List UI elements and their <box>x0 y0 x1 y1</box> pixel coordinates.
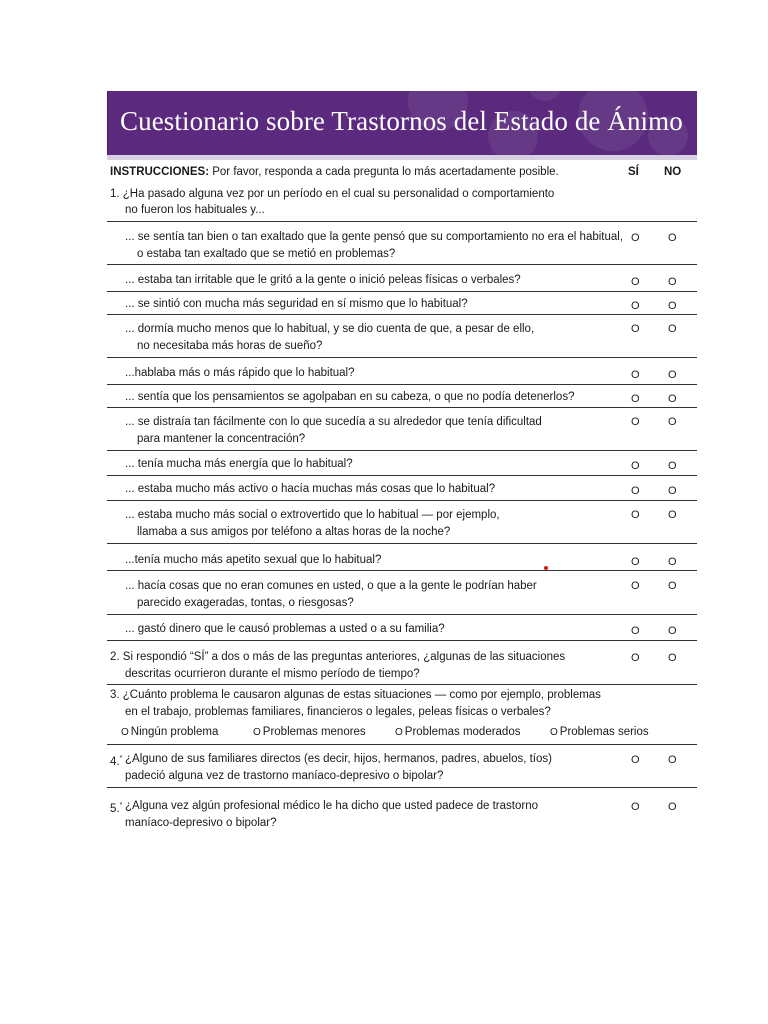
question-2-line-1: 2. Si respondió “SÍ” a dos o más de las preguntas anteriores, ¿algunas de las situaciones <box>110 651 566 663</box>
question-1-item <box>107 408 697 451</box>
radio-no[interactable]: O <box>668 580 677 592</box>
option-no-problem[interactable]: O Ningún problema <box>121 726 219 738</box>
page-title: Cuestionario sobre Trastornos del Estado de Ánimo <box>120 106 683 136</box>
question-1-item <box>107 358 697 385</box>
item-line-1: ... gastó dinero que le causó problemas a usted o a su familia? <box>125 623 445 635</box>
question-3-line-1: 3. ¿Cuánto problema le causaron algunas de estas situaciones — como por ejemplo, problemas <box>110 689 601 701</box>
radio-yes[interactable]: O <box>631 556 640 568</box>
question-1-item <box>107 265 697 292</box>
item-line-1: ... se sentía tan bien o tan exaltado que la gente pensó que su comportamiento no era el habitual, <box>125 231 624 243</box>
radio-no[interactable]: O <box>668 369 677 381</box>
question-1-item <box>107 615 697 641</box>
question-4 <box>107 745 697 788</box>
radio-yes[interactable]: O <box>631 369 640 381</box>
radio-no[interactable]: O <box>668 625 677 637</box>
question-1-item <box>107 476 697 501</box>
question-3-options <box>107 721 697 745</box>
question-4-line-2: padeció alguna vez de trastorno maníaco-depresivo o bipolar? <box>125 770 444 782</box>
radio-yes[interactable]: O <box>631 323 640 335</box>
radio-no[interactable]: O <box>668 232 677 244</box>
item-line-1: ... estaba mucho más social o extrovertido que lo habitual — por ejemplo, <box>125 509 500 521</box>
radio-yes[interactable]: O <box>631 625 640 637</box>
item-line-2: para mantener la concentración? <box>137 433 306 445</box>
instructions-row <box>107 160 697 186</box>
item-line-1: ... se sintió con mucha más seguridad en sí mismo que lo habitual? <box>125 298 468 310</box>
question-1-item <box>107 222 697 265</box>
item-line-1: ...hablaba más o más rápido que lo habitual? <box>125 367 355 379</box>
radio-yes[interactable]: O <box>631 652 640 664</box>
instructions-text: Por favor, responda a cada pregunta lo más acertadamente posible. <box>209 166 559 178</box>
item-line-2: parecido exageradas, tontas, o riesgosas? <box>137 597 354 609</box>
item-line-1: ...tenía mucho más apetito sexual que lo habitual? <box>125 554 382 566</box>
radio-no[interactable]: O <box>668 276 677 288</box>
question-2 <box>107 641 697 685</box>
item-line-1: ... sentía que los pensamientos se agolpaban en su cabeza, o que no podía detenerlos? <box>125 391 575 403</box>
question-5 <box>107 788 697 832</box>
radio-yes[interactable]: O <box>631 460 640 472</box>
item-line-1: ... dormía mucho menos que lo habitual, y se dio cuenta de que, a pesar de ello, <box>125 323 535 335</box>
red-dot-mark <box>544 566 548 570</box>
question-1-line-2: no fueron los habituales y... <box>125 204 265 216</box>
radio-yes[interactable]: O <box>631 276 640 288</box>
option-moderate-problems[interactable]: O Problemas moderados <box>395 726 521 738</box>
question-1-item <box>107 544 697 571</box>
question-4-line-1: ¿Alguno de sus familiares directos (es decir, hijos, hermanos, padres, abuelos, tíos) <box>125 753 552 765</box>
instructions <box>110 166 559 178</box>
question-3-line-2: en el trabajo, problemas familiares, financieros o legales, peleas físicas o verbales? <box>125 706 551 718</box>
questionnaire-document <box>107 91 697 832</box>
radio-yes[interactable]: O <box>631 754 640 766</box>
radio-no[interactable]: O <box>668 652 677 664</box>
question-3 <box>107 685 697 721</box>
radio-no[interactable]: O <box>668 754 677 766</box>
question-1-item <box>107 385 697 408</box>
item-line-2: llamaba a sus amigos por teléfono a altas horas de la noche? <box>137 526 451 538</box>
radio-yes[interactable]: O <box>631 300 640 312</box>
title-banner <box>107 91 697 155</box>
column-header-yes: SÍ <box>628 166 639 178</box>
item-line-1: ... hacía cosas que no eran comunes en usted, o que a la gente le podrían haber <box>125 580 537 592</box>
option-minor-problems[interactable]: O Problemas menores <box>253 726 366 738</box>
question-2-line-2: descritas ocurrieron durante el mismo período de tiempo? <box>125 668 420 680</box>
column-header-no: NO <box>664 166 682 178</box>
radio-no[interactable]: O <box>668 509 677 521</box>
question-1-item <box>107 315 697 358</box>
question-1-item <box>107 501 697 544</box>
item-line-1: ... estaba mucho más activo o hacía muchas más cosas que lo habitual? <box>125 483 496 495</box>
option-serious-problems[interactable]: O Problemas serios <box>550 726 649 738</box>
radio-no[interactable]: O <box>668 460 677 472</box>
radio-no[interactable]: O <box>668 300 677 312</box>
radio-no[interactable]: O <box>668 416 677 428</box>
item-line-1: ... se distraía tan fácilmente con lo que sucedía a su alrededor que tenía dificultad <box>125 416 542 428</box>
radio-yes[interactable]: O <box>631 485 640 497</box>
radio-no[interactable]: O <box>668 485 677 497</box>
radio-yes[interactable]: O <box>631 580 640 592</box>
instructions-label: INSTRUCCIONES: <box>110 166 210 178</box>
radio-no[interactable]: O <box>668 556 677 568</box>
question-1-item <box>107 451 697 476</box>
question-5-line-2: maníaco-depresivo o bipolar? <box>125 817 277 829</box>
radio-yes[interactable]: O <box>631 232 640 244</box>
question-5-line-1: ¿Alguna vez algún profesional médico le ha dicho que usted padece de trastorno <box>125 800 538 812</box>
radio-yes[interactable]: O <box>631 393 640 405</box>
question-1 <box>107 186 697 222</box>
radio-no[interactable]: O <box>668 801 677 813</box>
item-line-1: ... estaba tan irritable que le gritó a la gente o inició peleas físicas o verbales? <box>125 274 521 286</box>
question-1-line-1: 1. ¿Ha pasado alguna vez por un período en el cual su personalidad o comportamiento <box>110 188 555 200</box>
radio-yes[interactable]: O <box>631 416 640 428</box>
radio-yes[interactable]: O <box>631 801 640 813</box>
item-line-2: no necesitaba más horas de sueño? <box>137 340 323 352</box>
radio-no[interactable]: O <box>668 323 677 335</box>
radio-yes[interactable]: O <box>631 509 640 521</box>
radio-no[interactable]: O <box>668 393 677 405</box>
question-1-item <box>107 571 697 615</box>
question-1-item <box>107 292 697 315</box>
item-line-2: o estaba tan exaltado que se metió en problemas? <box>137 248 396 260</box>
question-4-number: 4.* <box>110 755 123 768</box>
item-line-1: ... tenía mucha más energía que lo habitual? <box>125 458 353 470</box>
question-5-number: 5.* <box>110 802 123 815</box>
